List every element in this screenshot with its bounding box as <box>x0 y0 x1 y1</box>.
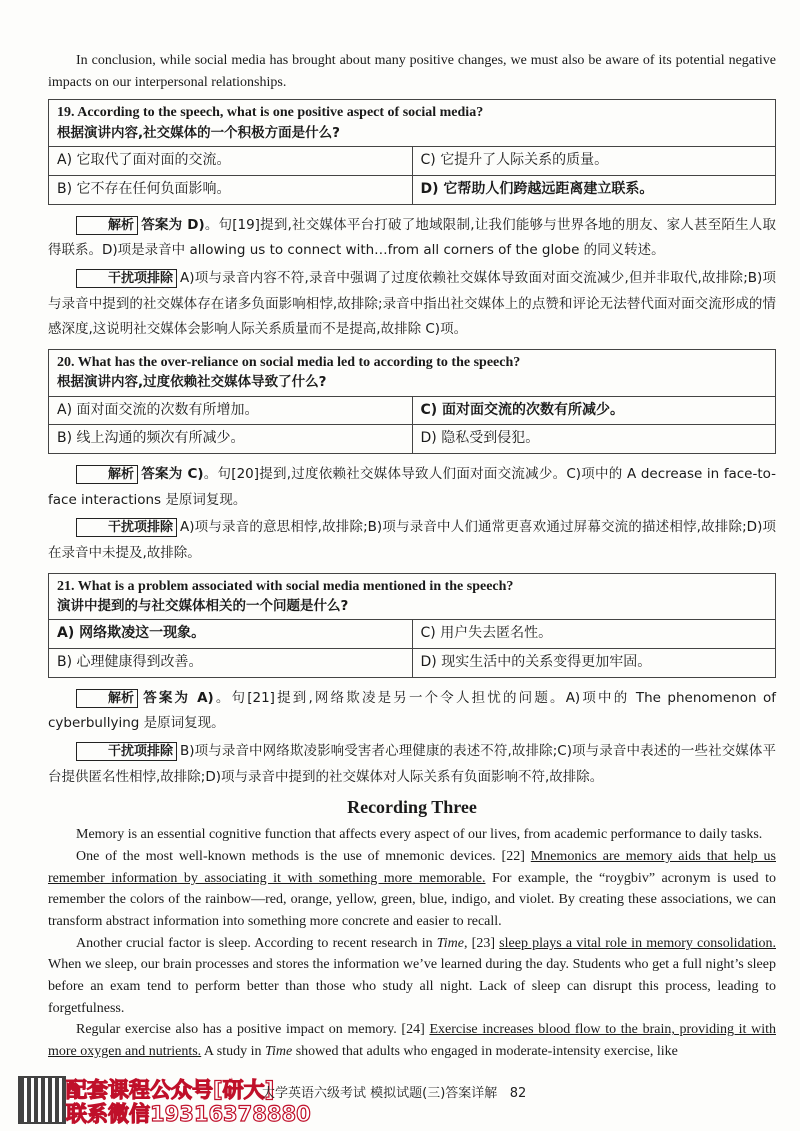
question-20-table <box>48 349 776 454</box>
question-20-explanation <box>48 462 776 513</box>
question-19-option-a: A) 它取代了面对面的交流。 <box>49 147 413 176</box>
page-number: 82 <box>509 1086 527 1101</box>
distractor-tag: 干扰项排除 <box>76 269 177 288</box>
question-19-answer: 答案为 D) <box>141 216 205 233</box>
question-20-text-zh: 根据演讲内容,过度依赖社交媒体导致了什么? <box>57 374 327 391</box>
recording-paragraph-4 <box>48 1019 776 1062</box>
question-21-distractor-text: B)项与录音中网络欺凌影响受害者心理健康的表述不符,故排除;C)项与录音中表述的一些社交媒体平台提供匿名性相悖,故排除;D)项与录音中提到的社交媒体对人际关系有负面影响不符,故排除。 <box>48 743 776 785</box>
question-21-option-d: D) 现实生活中的关系变得更加牢固。 <box>412 649 776 678</box>
distractor-tag: 干扰项排除 <box>76 518 177 537</box>
recording-text: Regular exercise also has a positive impact on memory. [24] <box>76 1022 430 1038</box>
question-21-answer: 答案为 A) <box>141 689 214 706</box>
distractor-tag: 干扰项排除 <box>76 742 177 761</box>
magazine-name: Time <box>264 1044 293 1060</box>
analysis-tag: 解析 <box>76 689 138 708</box>
page-footer <box>0 1074 800 1126</box>
watermark-line-1: 配套课程公众号[研大] <box>66 1078 275 1102</box>
recording-underlined-22: Mnemonics are memory aids that help us remember information by associating it with something more memorable. <box>48 848 776 886</box>
page-content <box>48 50 776 1063</box>
question-21-table <box>48 573 776 678</box>
recording-text: showed that adults who engaged in moderate-intensity exercise, like <box>292 1044 678 1060</box>
question-21-option-a: A) 网络欺凌这一现象。 <box>49 620 413 649</box>
question-20-distractor <box>48 515 776 566</box>
section-title: Recording Three <box>347 797 477 818</box>
magazine-name: Time <box>436 935 465 951</box>
conclusion-paragraph: In conclusion, while social media has brought about many positive changes, we must also be aware of its potential negative impacts on our interpersonal relationships. <box>48 53 776 90</box>
question-20-explanation-text: 。句[20]提到,过度依赖社交媒体导致人们面对面交流减少。C)项中的 A decrease in face-to-face interactions 是原词复现。 <box>48 466 776 508</box>
question-19-option-d: D) 它帮助人们跨越远距离建立联系。 <box>412 175 776 204</box>
question-21-explanation-text: 。句[21]提到,网络欺凌是另一个令人担忧的问题。A)项中的 The phenomenon of cyberbullying 是原词复现。 <box>48 689 776 732</box>
qr-code-icon <box>18 1076 66 1124</box>
question-20-option-a: A) 面对面交流的次数有所增加。 <box>49 396 413 425</box>
question-20-option-d: D) 隐私受到侵犯。 <box>412 425 776 454</box>
question-20-distractor-text: A)项与录音的意思相悖,故排除;B)项与录音中人们通常更喜欢通过屏幕交流的描述相悖,故排除;D)项在录音中未提及,故排除。 <box>48 519 776 561</box>
question-21-option-b: B) 心理健康得到改善。 <box>49 649 413 678</box>
question-20-option-b: B) 线上沟通的频次有所减少。 <box>49 425 413 454</box>
question-19-text: 19. According to the speech, what is one positive aspect of social media? <box>57 105 484 121</box>
question-19-table <box>48 99 776 204</box>
question-21-text-zh: 演讲中提到的与社交媒体相关的一个问题是什么? <box>57 597 349 614</box>
recording-text: Another crucial factor is sleep. According to recent research in <box>76 935 437 951</box>
question-20-stem <box>49 349 776 396</box>
recording-paragraph-1: Memory is an essential cognitive function that affects every aspect of our lives, from academic performance to daily tasks. <box>76 827 763 843</box>
recording-text: A study in <box>201 1044 265 1060</box>
recording-text: , [23] <box>464 935 500 951</box>
recording-underlined-23: sleep plays a vital role in memory consolidation. <box>499 935 776 951</box>
recording-text: When we sleep, our brain processes and stores the information we’ve learned during the day. Students who get a full night’s sleep before an exam tend to perform better than those who study all night. Lack of sleep can disrupt this process, leading to forgetfulness. <box>48 957 776 1016</box>
question-19-option-c: C) 它提升了人际关系的质量。 <box>412 147 776 176</box>
recording-paragraph-3 <box>48 933 776 1020</box>
watermark-line-2: 联系微信19316378880 <box>66 1102 311 1126</box>
question-21-distractor <box>48 739 776 790</box>
recording-text: For example, the “roygbiv” acronym is used to remember the colors of the rainbow—red, orange, yellow, green, blue, indigo, and violet. By creating these associations, we can transform abstract information into something more concrete and easier to recall. <box>48 870 776 930</box>
recording-text: One of the most well-known methods is the use of mnemonic devices. [22] <box>76 848 531 864</box>
question-21-option-c: C) 用户失去匿名性。 <box>412 620 776 649</box>
question-19-distractor <box>48 266 776 343</box>
question-20-text: 20. What has the over-reliance on social media led to according to the speech? <box>57 354 521 370</box>
analysis-tag: 解析 <box>76 216 138 235</box>
question-19-option-b: B) 它不存在任何负面影响。 <box>49 175 413 204</box>
question-19-explanation-text: 。句[19]提到,社交媒体平台打破了地域限制,让我们能够与世界各地的朋友、家人甚至陌生人取得联系。D)项是录音中 allowing us to connect with…from all corners of the globe 的同义转述。 <box>48 216 777 259</box>
question-19-stem <box>49 100 776 147</box>
question-19-distractor-text: A)项与录音内容不符,录音中强调了过度依赖社交媒体导致面对面交流减少,但并非取代,故排除;B)项与录音中提到的社交媒体存在诸多负面影响相悖,故排除;录音中指出社交媒体上的点赞和评论无法替代面对面交流形成的情感深度,这说明社交媒体会影响人际关系质量而不是提高,故排除 C)项。 <box>48 269 776 338</box>
analysis-tag: 解析 <box>76 465 138 484</box>
question-20-answer: 答案为 C) <box>141 466 204 483</box>
book-title: 大学英语六级考试 模拟试题(三)答案详解 <box>262 1086 498 1101</box>
recording-underlined-24: Exercise increases blood flow to the brain, providing it with more oxygen and nutrients. <box>48 1022 776 1060</box>
question-19-text-zh: 根据演讲内容,社交媒体的一个积极方面是什么? <box>57 124 340 141</box>
question-21-text: 21. What is a problem associated with social media mentioned in the speech? <box>57 578 514 594</box>
page-info <box>262 1084 526 1104</box>
question-21-stem <box>49 573 776 620</box>
question-19-explanation <box>48 213 776 264</box>
recording-paragraph-2 <box>48 846 776 933</box>
question-20-option-c: C) 面对面交流的次数有所减少。 <box>412 396 776 425</box>
question-21-explanation <box>48 686 776 737</box>
